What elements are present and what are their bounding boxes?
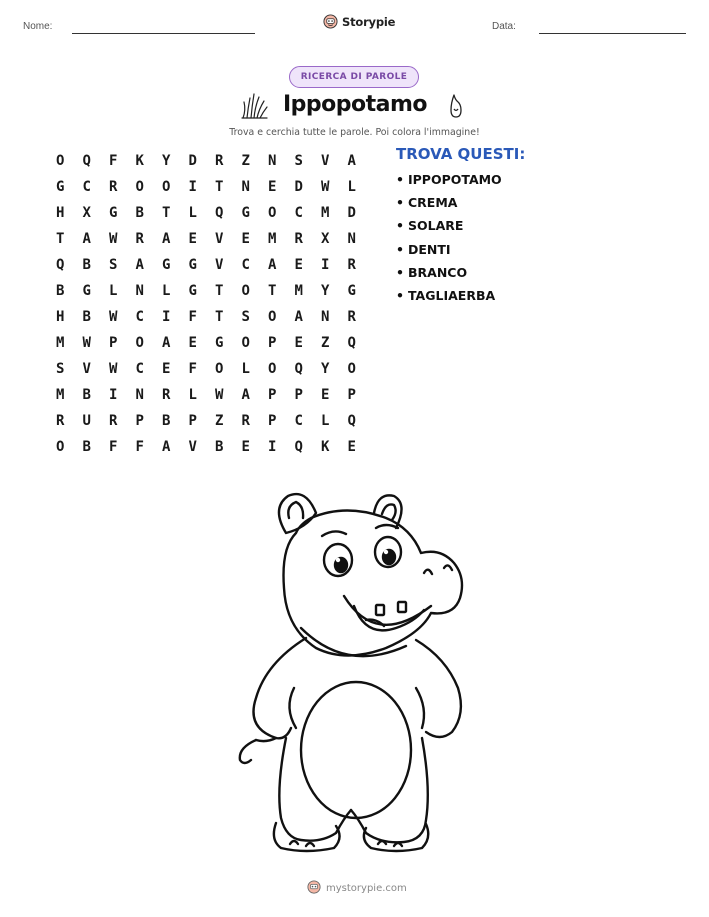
grid-row bbox=[47, 330, 365, 356]
grid-cell[interactable]: C bbox=[241, 257, 250, 273]
grid-cell[interactable]: K bbox=[321, 439, 330, 455]
grid-cell[interactable]: V bbox=[215, 257, 224, 273]
grid-cell[interactable]: E bbox=[188, 335, 197, 351]
grid-cell[interactable]: I bbox=[268, 439, 277, 455]
grid-cell[interactable]: A bbox=[82, 231, 91, 247]
grid-cell[interactable]: R bbox=[241, 413, 250, 429]
grid-cell[interactable]: X bbox=[82, 205, 91, 221]
grid-cell[interactable]: G bbox=[188, 257, 197, 273]
grid-cell[interactable]: L bbox=[109, 283, 118, 299]
grid-cell[interactable]: P bbox=[188, 413, 197, 429]
grid-cell[interactable]: Z bbox=[321, 335, 330, 351]
grid-row bbox=[47, 304, 365, 330]
grid-cell[interactable]: C bbox=[135, 309, 144, 325]
grid-cell[interactable]: N bbox=[135, 387, 144, 403]
grid-row bbox=[47, 278, 365, 304]
word-text: IPPOPOTAMO bbox=[408, 172, 502, 187]
grid-cell[interactable]: I bbox=[162, 309, 171, 325]
word-search-grid bbox=[47, 148, 365, 460]
bullet: • bbox=[396, 172, 404, 187]
grid-cell[interactable]: R bbox=[109, 413, 118, 429]
grid-cell[interactable]: A bbox=[135, 257, 144, 273]
bullet: • bbox=[396, 218, 404, 234]
grid-cell[interactable]: G bbox=[82, 283, 91, 299]
grass-icon bbox=[240, 92, 268, 124]
grid-cell[interactable]: B bbox=[82, 387, 91, 403]
grid-cell[interactable]: V bbox=[188, 439, 197, 455]
name-field[interactable] bbox=[72, 33, 255, 34]
grid-cell[interactable]: B bbox=[56, 283, 65, 299]
grid-cell[interactable]: O bbox=[135, 179, 144, 195]
bullet: • bbox=[396, 287, 404, 303]
grid-cell[interactable]: D bbox=[294, 179, 303, 195]
instructions: Trova e cerchia tutte le parole. Poi colora l'immagine! bbox=[229, 127, 480, 138]
word-list bbox=[396, 172, 502, 311]
grid-cell[interactable]: Q bbox=[56, 257, 65, 273]
bullet: • bbox=[396, 195, 404, 211]
word-text: CREMA bbox=[408, 195, 458, 211]
grid-cell[interactable]: L bbox=[188, 205, 197, 221]
grid-cell[interactable]: A bbox=[162, 231, 171, 247]
grid-cell[interactable]: O bbox=[241, 335, 250, 351]
grid-cell[interactable]: O bbox=[241, 283, 250, 299]
grid-cell[interactable]: L bbox=[162, 283, 171, 299]
grid-cell[interactable]: P bbox=[268, 335, 277, 351]
grid-cell[interactable]: I bbox=[109, 387, 118, 403]
grid-cell[interactable]: T bbox=[56, 231, 65, 247]
grid-cell[interactable]: O bbox=[135, 335, 144, 351]
grid-cell[interactable]: K bbox=[135, 153, 144, 169]
grid-cell[interactable]: L bbox=[188, 387, 197, 403]
grid-cell[interactable]: Q bbox=[82, 153, 91, 169]
grid-cell[interactable]: R bbox=[135, 231, 144, 247]
grid-cell[interactable]: Q bbox=[294, 361, 303, 377]
footer bbox=[307, 879, 407, 898]
grid-cell[interactable]: S bbox=[109, 257, 118, 273]
grid-cell[interactable]: V bbox=[321, 153, 330, 169]
word-list-title: TROVA QUESTI: bbox=[396, 145, 526, 163]
grid-cell[interactable]: A bbox=[268, 257, 277, 273]
grid-cell[interactable]: B bbox=[82, 257, 91, 273]
grid-cell[interactable]: B bbox=[215, 439, 224, 455]
grid-cell[interactable]: Q bbox=[347, 413, 356, 429]
grid-cell[interactable]: W bbox=[109, 361, 118, 377]
grid-cell[interactable]: A bbox=[241, 387, 250, 403]
grid-cell[interactable]: V bbox=[215, 231, 224, 247]
grid-cell[interactable]: O bbox=[347, 361, 356, 377]
hippo-illustration bbox=[226, 488, 476, 858]
grid-cell[interactable]: X bbox=[321, 231, 330, 247]
grid-cell[interactable]: R bbox=[215, 153, 224, 169]
tooth-icon bbox=[448, 93, 464, 123]
bullet: • bbox=[396, 264, 404, 280]
grid-cell[interactable]: F bbox=[188, 361, 197, 377]
grid-cell[interactable]: F bbox=[135, 439, 144, 455]
grid-cell[interactable]: D bbox=[347, 205, 356, 221]
grid-cell[interactable]: T bbox=[215, 179, 224, 195]
grid-cell[interactable]: E bbox=[321, 387, 330, 403]
grid-cell[interactable]: C bbox=[82, 179, 91, 195]
grid-row bbox=[47, 382, 365, 408]
grid-cell[interactable]: F bbox=[188, 309, 197, 325]
grid-cell[interactable]: F bbox=[109, 153, 118, 169]
grid-cell[interactable]: C bbox=[135, 361, 144, 377]
grid-cell[interactable]: P bbox=[347, 387, 356, 403]
grid-cell[interactable]: S bbox=[56, 361, 65, 377]
date-field[interactable] bbox=[539, 33, 686, 34]
grid-cell[interactable]: N bbox=[268, 153, 277, 169]
grid-cell[interactable]: G bbox=[188, 283, 197, 299]
grid-cell[interactable]: A bbox=[294, 309, 303, 325]
page-title: Ippopotamo bbox=[282, 92, 428, 117]
grid-cell[interactable]: B bbox=[82, 439, 91, 455]
grid-cell[interactable]: Z bbox=[215, 413, 224, 429]
grid-cell[interactable]: G bbox=[109, 205, 118, 221]
grid-cell[interactable]: L bbox=[241, 361, 250, 377]
grid-cell[interactable]: P bbox=[135, 413, 144, 429]
grid-cell[interactable]: H bbox=[56, 205, 65, 221]
grid-cell[interactable]: U bbox=[82, 413, 91, 429]
footer-url[interactable]: mystorypie.com bbox=[326, 883, 407, 894]
activity-badge: RICERCA DI PAROLE bbox=[289, 66, 419, 88]
grid-cell[interactable]: W bbox=[109, 309, 118, 325]
grid-cell[interactable]: C bbox=[294, 205, 303, 221]
grid-cell[interactable]: O bbox=[56, 153, 65, 169]
grid-cell[interactable]: T bbox=[215, 283, 224, 299]
grid-cell[interactable]: E bbox=[162, 361, 171, 377]
grid-cell[interactable]: Q bbox=[294, 439, 303, 455]
word-list-item bbox=[396, 172, 502, 195]
brand bbox=[323, 14, 395, 29]
grid-cell[interactable]: S bbox=[241, 309, 250, 325]
grid-cell[interactable]: A bbox=[162, 439, 171, 455]
grid-cell[interactable]: A bbox=[162, 335, 171, 351]
grid-cell[interactable]: M bbox=[268, 231, 277, 247]
grid-cell[interactable]: O bbox=[162, 179, 171, 195]
grid-cell[interactable]: M bbox=[56, 387, 65, 403]
grid-cell[interactable]: B bbox=[162, 413, 171, 429]
grid-cell[interactable]: E bbox=[294, 257, 303, 273]
grid-row bbox=[47, 408, 365, 434]
grid-cell[interactable]: P bbox=[109, 335, 118, 351]
grid-cell[interactable]: E bbox=[188, 231, 197, 247]
storypie-footer-logo-icon bbox=[307, 879, 321, 898]
grid-cell[interactable]: Y bbox=[162, 153, 171, 169]
word-list-item bbox=[396, 288, 502, 311]
grid-cell[interactable]: E bbox=[347, 439, 356, 455]
grid-cell[interactable]: B bbox=[135, 205, 144, 221]
grid-cell[interactable]: D bbox=[188, 153, 197, 169]
grid-cell[interactable]: V bbox=[82, 361, 91, 377]
grid-cell[interactable]: T bbox=[162, 205, 171, 221]
word-text: SOLARE bbox=[408, 218, 464, 234]
grid-row bbox=[47, 356, 365, 382]
word-text: BRANCO bbox=[408, 264, 468, 280]
grid-cell[interactable]: B bbox=[82, 309, 91, 325]
grid-cell[interactable]: I bbox=[321, 257, 330, 273]
grid-cell[interactable]: M bbox=[294, 283, 303, 299]
grid-cell[interactable]: M bbox=[56, 335, 65, 351]
grid-cell[interactable]: G bbox=[162, 257, 171, 273]
grid-cell[interactable]: R bbox=[294, 231, 303, 247]
grid-cell[interactable]: G bbox=[347, 283, 356, 299]
grid-cell[interactable]: A bbox=[347, 153, 356, 169]
storypie-logo-icon bbox=[323, 14, 338, 29]
grid-cell[interactable]: W bbox=[82, 335, 91, 351]
grid-cell[interactable]: R bbox=[347, 257, 356, 273]
grid-cell[interactable]: W bbox=[109, 231, 118, 247]
grid-cell[interactable]: P bbox=[268, 413, 277, 429]
grid-cell[interactable]: L bbox=[347, 179, 356, 195]
grid-row bbox=[47, 252, 365, 278]
grid-cell[interactable]: W bbox=[215, 387, 224, 403]
word-text: DENTI bbox=[408, 241, 451, 257]
grid-cell[interactable]: O bbox=[56, 439, 65, 455]
grid-row bbox=[47, 226, 365, 252]
grid-row bbox=[47, 148, 365, 174]
name-label: Nome: bbox=[23, 21, 53, 32]
grid-row bbox=[47, 200, 365, 226]
word-list-item bbox=[396, 265, 502, 288]
grid-cell[interactable]: O bbox=[268, 361, 277, 377]
word-list-item bbox=[396, 218, 502, 241]
grid-cell[interactable]: T bbox=[215, 309, 224, 325]
grid-cell[interactable]: E bbox=[241, 231, 250, 247]
word-list-item bbox=[396, 242, 502, 265]
grid-cell[interactable]: Y bbox=[321, 283, 330, 299]
grid-cell[interactable]: E bbox=[268, 179, 277, 195]
grid-cell[interactable]: T bbox=[268, 283, 277, 299]
grid-cell[interactable]: O bbox=[215, 361, 224, 377]
bullet: • bbox=[396, 241, 404, 257]
grid-cell[interactable]: G bbox=[56, 179, 65, 195]
grid-row bbox=[47, 174, 365, 200]
grid-cell[interactable]: O bbox=[268, 205, 277, 221]
grid-cell[interactable]: C bbox=[294, 413, 303, 429]
grid-cell[interactable]: M bbox=[321, 205, 330, 221]
grid-cell[interactable]: E bbox=[241, 439, 250, 455]
brand-name: Storypie bbox=[342, 14, 396, 29]
grid-cell[interactable]: R bbox=[347, 309, 356, 325]
grid-cell[interactable]: E bbox=[294, 335, 303, 351]
grid-cell[interactable]: N bbox=[241, 179, 250, 195]
grid-cell[interactable]: Q bbox=[215, 205, 224, 221]
grid-cell[interactable]: N bbox=[135, 283, 144, 299]
grid-cell[interactable]: N bbox=[347, 231, 356, 247]
grid-cell[interactable]: P bbox=[268, 387, 277, 403]
grid-cell[interactable]: W bbox=[321, 179, 330, 195]
grid-cell[interactable]: R bbox=[56, 413, 65, 429]
grid-row bbox=[47, 434, 365, 460]
grid-cell[interactable]: G bbox=[241, 205, 250, 221]
grid-cell[interactable]: O bbox=[268, 309, 277, 325]
grid-cell[interactable]: R bbox=[109, 179, 118, 195]
grid-cell[interactable]: Q bbox=[347, 335, 356, 351]
grid-cell[interactable]: Y bbox=[321, 361, 330, 377]
grid-cell[interactable]: L bbox=[321, 413, 330, 429]
grid-cell[interactable]: S bbox=[294, 153, 303, 169]
word-text: TAGLIAERBA bbox=[408, 287, 496, 303]
word-list-item bbox=[396, 195, 502, 218]
grid-cell[interactable]: Z bbox=[241, 153, 250, 169]
grid-cell[interactable]: G bbox=[215, 335, 224, 351]
grid-cell[interactable]: P bbox=[294, 387, 303, 403]
grid-cell[interactable]: N bbox=[321, 309, 330, 325]
date-label: Data: bbox=[492, 21, 516, 32]
grid-cell[interactable]: R bbox=[162, 387, 171, 403]
grid-cell[interactable]: F bbox=[109, 439, 118, 455]
grid-cell[interactable]: H bbox=[56, 309, 65, 325]
grid-cell[interactable]: I bbox=[188, 179, 197, 195]
